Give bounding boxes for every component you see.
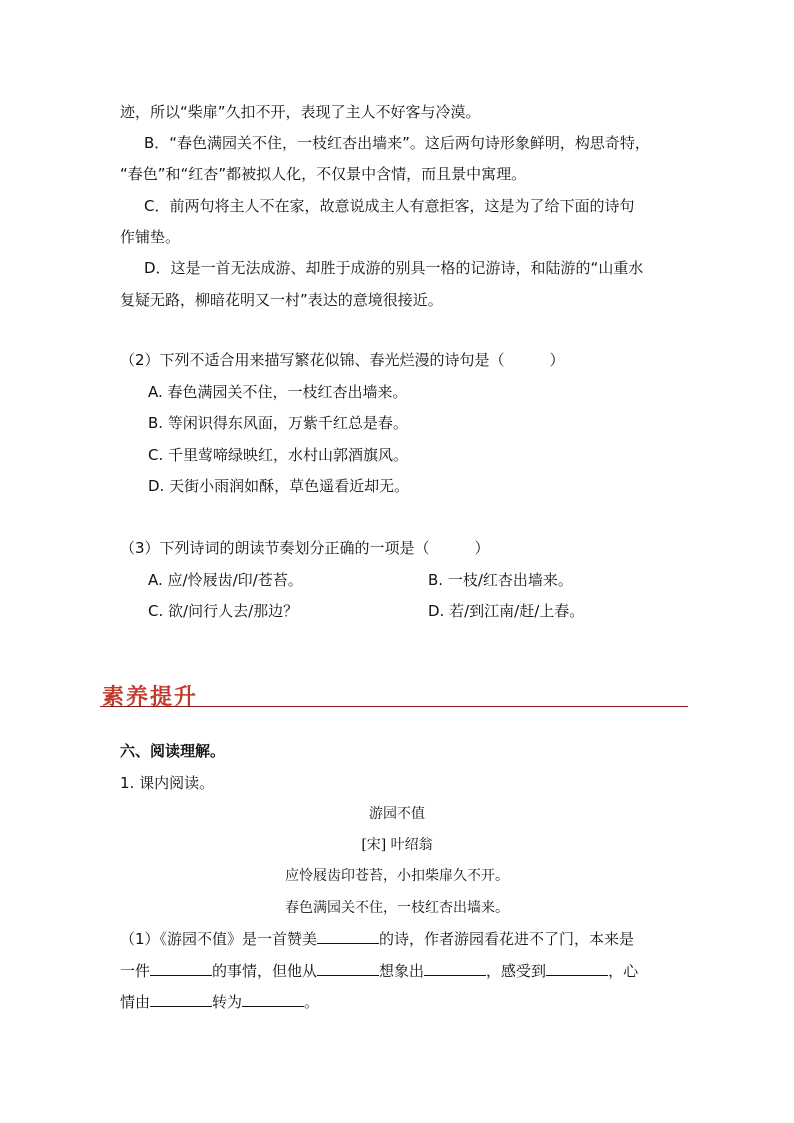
paragraph-line: 迹，所以“柴扉”久扣不开，表现了主人不好客与冷漠。 <box>120 103 481 121</box>
option-c-line: C．前两句将主人不在家，故意说成主人有意拒客，这是为了给下面的诗句 <box>144 197 635 215</box>
answer-blank[interactable] <box>317 961 379 976</box>
fill-text: 情由 <box>120 993 151 1011</box>
option-d-cont: 复疑无路，柳暗花明又一村”表达的意境很接近。 <box>120 291 443 309</box>
question-2-option-a: A. 春色满园关不住，一枝红杏出墙来。 <box>148 383 408 401</box>
question-2-option-c: C. 千里莺啼绿映红，水村山郭酒旗风。 <box>148 446 409 464</box>
answer-blank[interactable] <box>546 961 608 976</box>
poem-line-2: 春色满园关不住，一枝红杏出墙来。 <box>285 900 509 916</box>
poem-title: 游园不值 <box>369 806 425 822</box>
question-3-option-a: A. 应/怜屐齿/印/苍苔。 <box>148 571 303 589</box>
fill-text: 转为 <box>212 993 243 1011</box>
poem-author: [宋] 叶绍翁 <box>361 837 433 853</box>
answer-blank[interactable] <box>424 961 486 976</box>
section-title: 素养提升 <box>102 684 199 710</box>
question-3-stem: （3）下列诗词的朗读节奏划分正确的一项是（ ） <box>120 539 490 557</box>
answer-blank[interactable] <box>242 992 304 1007</box>
fill-text: 。 <box>304 993 320 1011</box>
fill-text: 想象出 <box>379 962 425 980</box>
answer-blank[interactable] <box>317 929 379 944</box>
poem-line-1: 应怜屐齿印苍苔，小扣柴扉久不开。 <box>285 868 509 884</box>
question-3-option-b: B. 一枝/红杏出墙来。 <box>428 571 573 589</box>
fill-text: ，心 <box>608 962 639 980</box>
question-2-option-d: D. 天街小雨润如酥，草色遥看近却无。 <box>148 477 410 495</box>
option-b-cont: “春色”和“红杏”都被拟人化，不仅景中含情，而且景中寓理。 <box>120 165 527 183</box>
answer-blank[interactable] <box>150 961 212 976</box>
fill-line-3 <box>120 992 319 1012</box>
option-b-line: B．“春色满园关不住，一枝红杏出墙来”。这后两句诗形象鲜明，构思奇特， <box>144 134 650 152</box>
section-divider <box>100 706 688 707</box>
option-c-cont: 作铺垫。 <box>120 228 181 246</box>
question-2-stem: （2）下列不适合用来描写繁花似锦、春光烂漫的诗句是（ ） <box>120 351 565 369</box>
fill-text: （1）《游园不值》是一首赞美 <box>120 930 318 948</box>
option-d-line: D．这是一首无法成游、却胜于成游的别具一格的记游诗，和陆游的“山重水 <box>144 259 644 277</box>
question-2-option-b: B. 等闲识得东风面，万紫千红总是春。 <box>148 414 408 432</box>
reading-heading: 六、阅读理解。 <box>120 742 226 760</box>
fill-text: ，感受到 <box>486 962 547 980</box>
reading-subheading: 1. 课内阅读。 <box>120 774 215 792</box>
question-3-option-d: D. 若/到江南/赶/上春。 <box>428 602 585 620</box>
fill-text: 的事情，但他从 <box>212 962 318 980</box>
fill-line-2 <box>120 961 638 981</box>
answer-blank[interactable] <box>150 992 212 1007</box>
fill-line-1 <box>120 929 634 949</box>
fill-text: 一件 <box>120 962 151 980</box>
fill-text: 的诗，作者游园看花进不了门，本来是 <box>379 930 635 948</box>
question-3-option-c: C. 欲/问行人去/那边？ <box>148 602 299 620</box>
